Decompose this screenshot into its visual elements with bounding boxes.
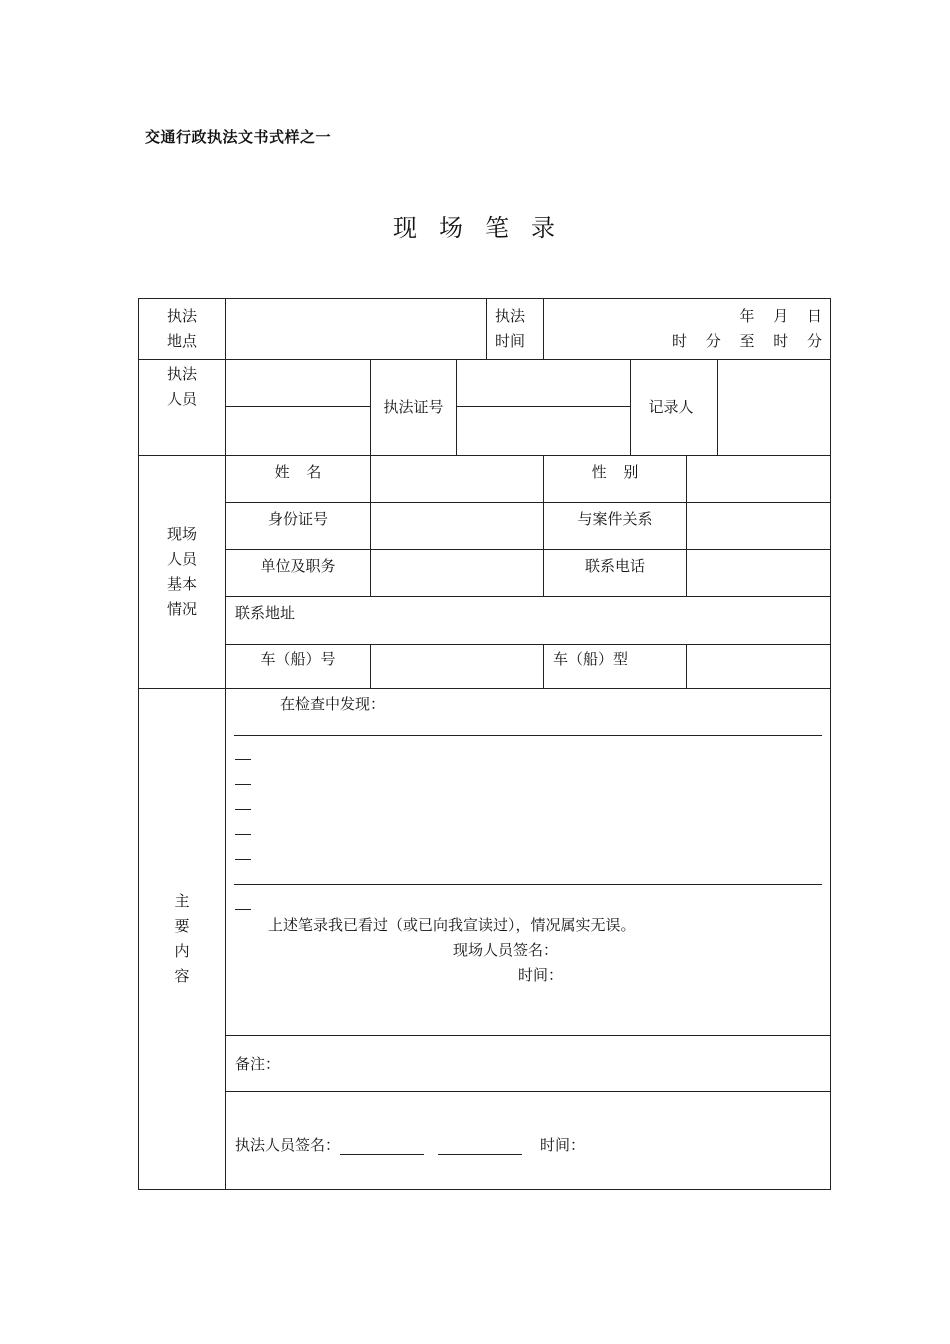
writing-line-dash bbox=[235, 834, 251, 835]
label-line: 人员 bbox=[166, 390, 197, 408]
officer-signature-area[interactable] bbox=[226, 1092, 831, 1190]
unit-position-label: 单位及职务 bbox=[226, 550, 371, 597]
officer-signature-label: 执法人员签名： bbox=[235, 1136, 341, 1154]
phone-label: 联系电话 bbox=[544, 550, 687, 597]
onsite-person-section-label bbox=[139, 456, 226, 689]
label-line: 情况 bbox=[166, 600, 197, 618]
vehicle-number-label: 车（船）号 bbox=[226, 645, 371, 689]
label-line: 主 bbox=[174, 892, 190, 910]
writing-line bbox=[234, 735, 822, 736]
recorder-field[interactable] bbox=[718, 360, 831, 456]
vehicle-type-label: 车（船）型 bbox=[544, 645, 687, 689]
certificate-1-field[interactable] bbox=[457, 360, 631, 407]
enforcement-time-label bbox=[487, 299, 544, 360]
case-relation-field[interactable] bbox=[687, 503, 831, 550]
unit-position-field[interactable] bbox=[371, 550, 544, 597]
document-title: 现场笔录 bbox=[393, 214, 577, 242]
recorder-label: 记录人 bbox=[631, 360, 718, 456]
onsite-signature-label: 现场人员签名： bbox=[453, 941, 559, 959]
label-line: 要 bbox=[174, 917, 190, 935]
vehicle-type-field[interactable] bbox=[687, 645, 831, 689]
findings-content-area[interactable] bbox=[226, 689, 831, 1036]
label-line: 执法 bbox=[166, 365, 197, 383]
officer-signature-blank-2[interactable] bbox=[438, 1139, 522, 1155]
address-label: 联系地址 bbox=[235, 604, 296, 622]
label-line: 执法 bbox=[166, 307, 197, 325]
vehicle-number-field[interactable] bbox=[371, 645, 544, 689]
address-field[interactable] bbox=[226, 597, 831, 645]
writing-line-dash bbox=[235, 784, 251, 785]
label-line: 时间 bbox=[495, 332, 526, 350]
remark-field[interactable] bbox=[226, 1036, 831, 1092]
officer-2-field[interactable] bbox=[226, 407, 371, 456]
onsite-time-label: 时间： bbox=[518, 966, 564, 984]
id-number-field[interactable] bbox=[371, 503, 544, 550]
label-line: 现场 bbox=[166, 525, 197, 543]
gender-field[interactable] bbox=[687, 456, 831, 503]
officer-time-label: 时间： bbox=[540, 1136, 586, 1154]
document-form-number: 交通行政执法文书式样之一 bbox=[145, 128, 332, 146]
label-line: 执法 bbox=[495, 307, 526, 325]
label-line: 基本 bbox=[166, 575, 197, 593]
finding-prompt: 在检查中发现： bbox=[280, 695, 386, 713]
writing-line bbox=[234, 884, 822, 885]
id-number-label: 身份证号 bbox=[226, 503, 371, 550]
enforcement-place-field[interactable] bbox=[226, 299, 487, 360]
case-relation-label: 与案件关系 bbox=[544, 503, 687, 550]
officer-1-field[interactable] bbox=[226, 360, 371, 407]
label-line: 内 bbox=[174, 942, 190, 960]
date-line: 年 月 日 bbox=[739, 307, 823, 325]
phone-field[interactable] bbox=[687, 550, 831, 597]
enforcement-time-field[interactable] bbox=[544, 299, 831, 360]
writing-line-dash bbox=[235, 859, 251, 860]
writing-line-dash bbox=[235, 909, 251, 910]
certificate-number-label: 执法证号 bbox=[371, 360, 457, 456]
writing-line-dash bbox=[235, 809, 251, 810]
label-line: 容 bbox=[174, 967, 190, 985]
record-form-table bbox=[138, 298, 831, 1190]
time-range-line: 时 分 至 时 分 bbox=[671, 332, 823, 350]
officers-label bbox=[139, 360, 226, 456]
writing-line-dash bbox=[235, 759, 251, 760]
main-content-section-label bbox=[139, 689, 226, 1190]
name-label: 姓 名 bbox=[226, 456, 371, 503]
findings-content-inner bbox=[226, 689, 830, 1035]
officer-signature-blank-1[interactable] bbox=[340, 1139, 424, 1155]
label-line: 人员 bbox=[166, 550, 197, 568]
certificate-2-field[interactable] bbox=[457, 407, 631, 456]
label-line: 地点 bbox=[166, 332, 197, 350]
enforcement-place-label bbox=[139, 299, 226, 360]
remark-label: 备注： bbox=[235, 1055, 281, 1073]
gender-label: 性 别 bbox=[544, 456, 687, 503]
name-field[interactable] bbox=[371, 456, 544, 503]
confirmation-statement: 上述笔录我已看过（或已向我宣读过），情况属实无误。 bbox=[268, 916, 636, 934]
